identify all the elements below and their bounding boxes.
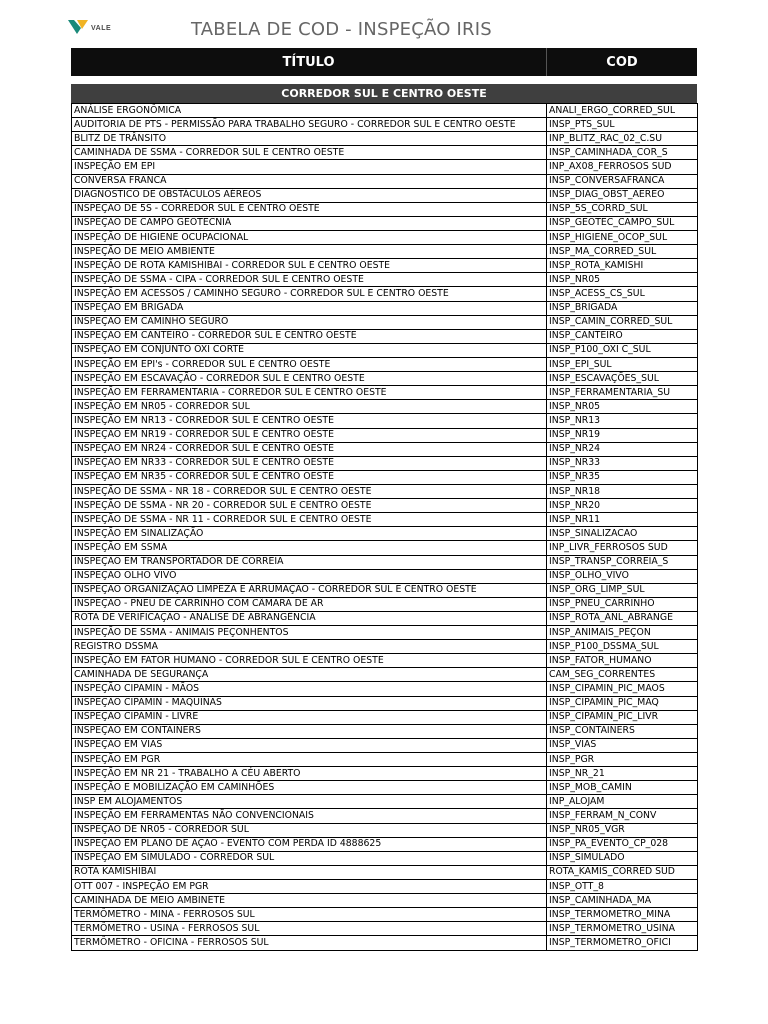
cell-cod: INSP_CIPAMIN_PIC_MAOS — [547, 682, 698, 696]
cell-titulo: DIAGNÓSTICO DE OBSTÁCULOS AÉREOS — [72, 188, 547, 202]
table-row — [72, 555, 698, 569]
cell-titulo: INSPEÇÃO EM EPI's - CORREDOR SUL E CENTRO OESTE — [72, 357, 547, 371]
cell-titulo: ROTA DE VERIFICAÇÃO - ANÁLISE DE ABRANGÊNCIA — [72, 611, 547, 625]
cell-cod: INSP_CANTEIRO — [547, 329, 698, 343]
cell-cod: INSP_NR33 — [547, 456, 698, 470]
cell-titulo: INSPEÇÃO EM NR35 - CORREDOR SUL E CENTRO OESTE — [72, 470, 547, 484]
table-row — [72, 640, 698, 654]
cell-cod: INSP_OTT_8 — [547, 880, 698, 894]
column-header-cod: COD — [606, 54, 638, 70]
cell-titulo: BLITZ DE TRÂNSITO — [72, 132, 547, 146]
cell-titulo: CAMINHADA DE SSMA - CORREDOR SUL E CENTRO OESTE — [72, 146, 547, 160]
cell-cod: INSP_NR05_VGR — [547, 823, 698, 837]
cell-titulo: INSPEÇÃO OLHO VIVO — [72, 569, 547, 583]
cell-cod: INSP_NR18 — [547, 484, 698, 498]
cell-cod: INSP_PGR — [547, 753, 698, 767]
cell-titulo: TERMÔMETRO - USINA - FERROSOS SUL — [72, 922, 547, 936]
table-row — [72, 499, 698, 513]
table-row — [72, 682, 698, 696]
cell-cod: INSP_CAMINHADA_MA — [547, 894, 698, 908]
cell-titulo: INSPEÇÃO EM CONTAINERS — [72, 724, 547, 738]
document-title: TABELA DE COD - INSPEÇÃO IRIS — [191, 19, 492, 40]
table-row — [72, 372, 698, 386]
cell-titulo: INSPEÇÃO DE 5S - CORREDOR SUL E CENTRO OESTE — [72, 202, 547, 216]
cell-cod: INSP_PA_EVENTO_CP_028 — [547, 837, 698, 851]
cell-cod: INSP_NR05 — [547, 273, 698, 287]
table-row — [72, 583, 698, 597]
table-row — [72, 795, 698, 809]
table-row — [72, 908, 698, 922]
codes-table-body — [72, 104, 698, 951]
cell-cod: INSP_ROTA_KAMISHI — [547, 259, 698, 273]
cell-titulo: INSP EM ALOJAMENTOS — [72, 795, 547, 809]
cell-cod: INSP_OLHO_VIVO — [547, 569, 698, 583]
logo-text: VALE — [91, 25, 112, 32]
cell-titulo: INSPEÇÃO EM FERRAMENTARIA - CORREDOR SUL E CENTRO OESTE — [72, 386, 547, 400]
cell-cod: INSP_CONVERSAFRANCA — [547, 174, 698, 188]
cell-cod: INSP_EPI_SUL — [547, 357, 698, 371]
cell-titulo: INSPEÇÃO EM TRANSPORTADOR DE CORREIA — [72, 555, 547, 569]
table-row — [72, 809, 698, 823]
cell-titulo: INSPEÇÃO EM ACESSOS / CAMINHO SEGURO - CORREDOR SUL E CENTRO OESTE — [72, 287, 547, 301]
cell-titulo: INSPEÇÃO EM NR 21 - TRABALHO A CÉU ABERTO — [72, 767, 547, 781]
cell-cod: ANALI_ERGO_CORRED_SUL — [547, 104, 698, 118]
cell-cod: INSP_FERRAMENTARIA_SU — [547, 386, 698, 400]
table-row — [72, 174, 698, 188]
table-row — [72, 569, 698, 583]
table-row — [72, 132, 698, 146]
cell-titulo: INSPEÇÃO EM CONJUNTO OXI CORTE — [72, 343, 547, 357]
table-row — [72, 230, 698, 244]
table-row — [72, 160, 698, 174]
cell-cod: CAM_SEG_CORRENTES — [547, 668, 698, 682]
cell-titulo: INSPEÇÃO EM CAMINHO SEGURO — [72, 315, 547, 329]
cell-cod: INSP_NR_21 — [547, 767, 698, 781]
table-row — [72, 781, 698, 795]
cell-cod: INSP_CONTAINERS — [547, 724, 698, 738]
cell-titulo: INSPEÇÃO EM EPI — [72, 160, 547, 174]
cell-cod: INSP_NR13 — [547, 414, 698, 428]
cell-cod: INP_LIVR_FERROSOS SUD — [547, 541, 698, 555]
cell-cod: INSP_GEOTEC_CAMPO_SUL — [547, 216, 698, 230]
cell-titulo: INSPEÇÃO EM NR19 - CORREDOR SUL E CENTRO OESTE — [72, 428, 547, 442]
table-row — [72, 668, 698, 682]
table-row — [72, 442, 698, 456]
cell-cod: INSP_TERMOMETRO_OFICI — [547, 936, 698, 950]
table-row — [72, 315, 698, 329]
cell-cod: INSP_VIAS — [547, 738, 698, 752]
cell-titulo: INSPEÇÃO EM NR33 - CORREDOR SUL E CENTRO OESTE — [72, 456, 547, 470]
table-row — [72, 851, 698, 865]
cell-titulo: TERMÔMETRO - MINA - FERROSOS SUL — [72, 908, 547, 922]
table-row — [72, 259, 698, 273]
table-row — [72, 343, 698, 357]
cell-cod: INSP_CAMINHADA_COR_S — [547, 146, 698, 160]
table-row — [72, 823, 698, 837]
cell-titulo: OTT 007 - INSPEÇÃO EM PGR — [72, 880, 547, 894]
cell-titulo: TERMÔMETRO - OFICINA - FERROSOS SUL — [72, 936, 547, 950]
cell-titulo: INSPEÇÃO E MOBILIZAÇÃO EM CAMINHÕES — [72, 781, 547, 795]
column-header-titulo: TÍTULO — [282, 54, 335, 70]
table-row — [72, 484, 698, 498]
cell-titulo: INSPEÇÃO DE NR05 - CORREDOR SUL — [72, 823, 547, 837]
cell-titulo: INSPEÇÃO EM PLANO DE AÇÃO - EVENTO COM PERDA ID 4888625 — [72, 837, 547, 851]
table-row — [72, 202, 698, 216]
cell-cod: INSP_NR19 — [547, 428, 698, 442]
table-row — [72, 386, 698, 400]
table-row — [72, 245, 698, 259]
cell-titulo: INSPEÇÃO EM SINALIZAÇÃO — [72, 527, 547, 541]
cell-cod: INSP_NR20 — [547, 499, 698, 513]
table-row — [72, 894, 698, 908]
cell-cod: ROTA_KAMIS_CORRED SUD — [547, 865, 698, 879]
cell-titulo: ANÁLISE ERGONÔMICA — [72, 104, 547, 118]
cell-titulo: INSPEÇÃO EM PGR — [72, 753, 547, 767]
table-row — [72, 118, 698, 132]
section-header: CORREDOR SUL E CENTRO OESTE — [71, 84, 697, 103]
cell-titulo: INSPEÇÃO EM NR05 - CORREDOR SUL — [72, 400, 547, 414]
cell-cod: INP_BLITZ_RAC_02_C.SU — [547, 132, 698, 146]
cell-cod: INSP_NR11 — [547, 513, 698, 527]
cell-cod: INSP_5S_CORRD_SUL — [547, 202, 698, 216]
cell-cod: INSP_ACESS_CS_SUL — [547, 287, 698, 301]
cell-cod: INSP_BRIGADA — [547, 301, 698, 315]
table-row — [72, 357, 698, 371]
table-row — [72, 104, 698, 118]
cell-titulo: INSPEÇÃO DE SSMA - NR 18 - CORREDOR SUL E CENTRO OESTE — [72, 484, 547, 498]
cell-titulo: INSPEÇÃO EM SIMULADO - CORREDOR SUL — [72, 851, 547, 865]
table-row — [72, 188, 698, 202]
cell-cod: INSP_ORG_LIMP_SUL — [547, 583, 698, 597]
cell-titulo: INSPEÇÃO ORGANIZAÇÃO LIMPEZA E ARRUMAÇÃO - CORREDOR SUL E CENTRO OESTE — [72, 583, 547, 597]
cell-titulo: ROTA KAMISHIBAI — [72, 865, 547, 879]
cell-cod: INSP_CIPAMIN_PIC_LIVR — [547, 710, 698, 724]
cell-cod: INSP_ROTA_ANL_ABRANGE — [547, 611, 698, 625]
cell-titulo: INSPEÇÃO DE SSMA - NR 11 - CORREDOR SUL E CENTRO OESTE — [72, 513, 547, 527]
codes-table — [71, 103, 698, 951]
cell-titulo: INSPEÇÃO CIPAMIN - MAQUINAS — [72, 696, 547, 710]
table-row — [72, 527, 698, 541]
cell-titulo: AUDITORIA DE PTS - PERMISSÃO PARA TRABALHO SEGURO - CORREDOR SUL E CENTRO OESTE — [72, 118, 547, 132]
table-row — [72, 936, 698, 950]
cell-cod: INSP_NR05 — [547, 400, 698, 414]
cell-titulo: INSPEÇÃO DE HIGIENE OCUPACIONAL — [72, 230, 547, 244]
table-row — [72, 837, 698, 851]
cell-titulo: INSPEÇÃO DE MEIO AMBIENTE — [72, 245, 547, 259]
cell-cod: INSP_CIPAMIN_PIC_MAQ — [547, 696, 698, 710]
cell-cod: INSP_SIMULADO — [547, 851, 698, 865]
table-row — [72, 329, 698, 343]
cell-cod: INSP_FERRAM_N_CONV — [547, 809, 698, 823]
table-row — [72, 414, 698, 428]
cell-titulo: INSPEÇÃO DE SSMA - CIPA - CORREDOR SUL E CENTRO OESTE — [72, 273, 547, 287]
cell-titulo: INSPEÇÃO EM FERRAMENTAS NÃO CONVENCIONAIS — [72, 809, 547, 823]
table-row — [72, 400, 698, 414]
table-row — [72, 273, 698, 287]
table-row — [72, 301, 698, 315]
cell-cod: INSP_PNEU_CARRINHO — [547, 597, 698, 611]
cell-titulo: INSPEÇÃO DE SSMA - ANIMAIS PEÇONHENTOS — [72, 626, 547, 640]
cell-cod: INSP_NR24 — [547, 442, 698, 456]
cell-titulo: INSPEÇÃO EM BRIGADA — [72, 301, 547, 315]
cell-titulo: INSPEÇÃO - PNEU DE CARRINHO COM CÂMARA DE AR — [72, 597, 547, 611]
cell-cod: INSP_TRANSP_CORREIA_S — [547, 555, 698, 569]
table-row — [72, 456, 698, 470]
cell-cod: INSP_ESCAVAÇÕES_SUL — [547, 372, 698, 386]
table-row — [72, 767, 698, 781]
table-row — [72, 541, 698, 555]
cell-cod: INSP_TERMOMETRO_USINA — [547, 922, 698, 936]
cell-cod: INSP_ANIMAIS_PEÇON — [547, 626, 698, 640]
cell-titulo: INSPEÇÃO EM NR13 - CORREDOR SUL E CENTRO OESTE — [72, 414, 547, 428]
table-row — [72, 597, 698, 611]
cell-titulo: INSPEÇÃO CIPAMIN - MÃOS — [72, 682, 547, 696]
cell-titulo: INSPEÇÃO DE CAMPO GEOTECNIA — [72, 216, 547, 230]
table-row — [72, 880, 698, 894]
cell-cod: INSP_NR35 — [547, 470, 698, 484]
cell-cod: INSP_PTS_SUL — [547, 118, 698, 132]
cell-cod: INSP_CAMIN_CORRED_SUL — [547, 315, 698, 329]
cell-titulo: INSPEÇÃO DE ROTA KAMISHIBAI - CORREDOR SUL E CENTRO OESTE — [72, 259, 547, 273]
cell-titulo: INSPEÇÃO EM FATOR HUMANO - CORREDOR SUL E CENTRO OESTE — [72, 654, 547, 668]
table-header — [71, 48, 697, 76]
cell-titulo: INSPEÇÃO EM ESCAVAÇÃO - CORREDOR SUL E CENTRO OESTE — [72, 372, 547, 386]
cell-cod: INSP_MOB_CAMIN — [547, 781, 698, 795]
cell-cod: INSP_P100_DSSMA_SUL — [547, 640, 698, 654]
table-row — [72, 865, 698, 879]
table-row — [72, 470, 698, 484]
table-row — [72, 753, 698, 767]
cell-titulo: INSPEÇÃO EM NR24 - CORREDOR SUL E CENTRO OESTE — [72, 442, 547, 456]
cell-cod: INSP_MA_CORRED_SUL — [547, 245, 698, 259]
cell-titulo: INSPEÇÃO EM VIAS — [72, 738, 547, 752]
cell-cod: INP_AX08_FERROSOS SUD — [547, 160, 698, 174]
cell-titulo: CAMINHADA DE MEIO AMBINETE — [72, 894, 547, 908]
table-row — [72, 428, 698, 442]
cell-cod: INSP_TERMOMETRO_MINA — [547, 908, 698, 922]
cell-titulo: CAMINHADA DE SEGURANÇA — [72, 668, 547, 682]
table-row — [72, 611, 698, 625]
cell-titulo: INSPEÇÃO CIPAMIN - LIVRE — [72, 710, 547, 724]
cell-cod: INP_ALOJAM — [547, 795, 698, 809]
table-row — [72, 626, 698, 640]
table-row — [72, 710, 698, 724]
cell-titulo: REGISTRO DSSMA — [72, 640, 547, 654]
table-row — [72, 696, 698, 710]
cell-titulo: INSPEÇÃO DE SSMA - NR 20 - CORREDOR SUL E CENTRO OESTE — [72, 499, 547, 513]
cell-cod: INSP_P100_OXI C_SUL — [547, 343, 698, 357]
table-row — [72, 738, 698, 752]
table-row — [72, 146, 698, 160]
table-row — [72, 922, 698, 936]
cell-titulo: INSPEÇÃO EM SSMA — [72, 541, 547, 555]
table-row — [72, 724, 698, 738]
cell-titulo: CONVERSA FRANCA — [72, 174, 547, 188]
table-row — [72, 216, 698, 230]
cell-cod: INSP_FATOR_HUMANO — [547, 654, 698, 668]
table-row — [72, 287, 698, 301]
table-row — [72, 654, 698, 668]
cell-cod: INSP_DIAG_OBST_AEREO — [547, 188, 698, 202]
cell-cod: INSP_HIGIENE_OCOP_SUL — [547, 230, 698, 244]
table-row — [72, 513, 698, 527]
cell-titulo: INSPEÇÃO EM CANTEIRO - CORREDOR SUL E CENTRO OESTE — [72, 329, 547, 343]
cell-cod: INSP_SINALIZACAO — [547, 527, 698, 541]
